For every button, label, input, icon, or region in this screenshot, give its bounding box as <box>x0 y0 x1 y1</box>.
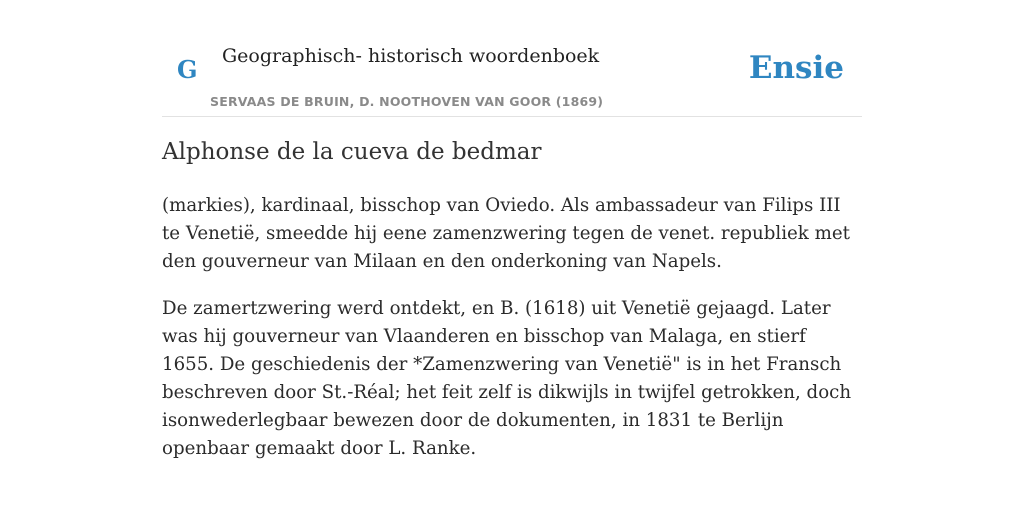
entry-title: Alphonse de la cueva de bedmar <box>162 139 542 165</box>
book-initial-logo[interactable]: G <box>177 55 198 84</box>
entry-body <box>162 192 862 482</box>
ensie-logo-link[interactable]: Ensie <box>748 50 844 86</box>
book-title-link[interactable]: Geographisch- historisch woordenboek <box>222 45 600 67</box>
book-authors: SERVAAS DE BRUIN, D. NOOTHOVEN VAN GOOR (1869) <box>210 94 604 109</box>
entry-paragraph: De zamertzwering werd ontdekt, en B. (1618) uit Venetië gejaagd. Later was hij gouverneur van Vlaanderen en bisschop van Malaga, en stierf 1655. De geschiedenis der *Zamenzwering van Venetië" is in het Fransch beschreven door St.-Réal; het feit zelf is dikwijls in twijfel getrokken, doch isonwederlegbaar bewezen door de dokumenten, in 1831 te Berlijn openbaar gemaakt door L. Ranke. <box>162 298 852 459</box>
book-header <box>162 0 862 117</box>
entry-paragraph: (markies), kardinaal, bisschop van Oviedo. Als ambassadeur van Filips III te Venetië, smeedde hij eene zamenzwering tegen de venet. republiek met den gouverneur van Milaan en den onderkoning van Napels. <box>162 195 850 272</box>
